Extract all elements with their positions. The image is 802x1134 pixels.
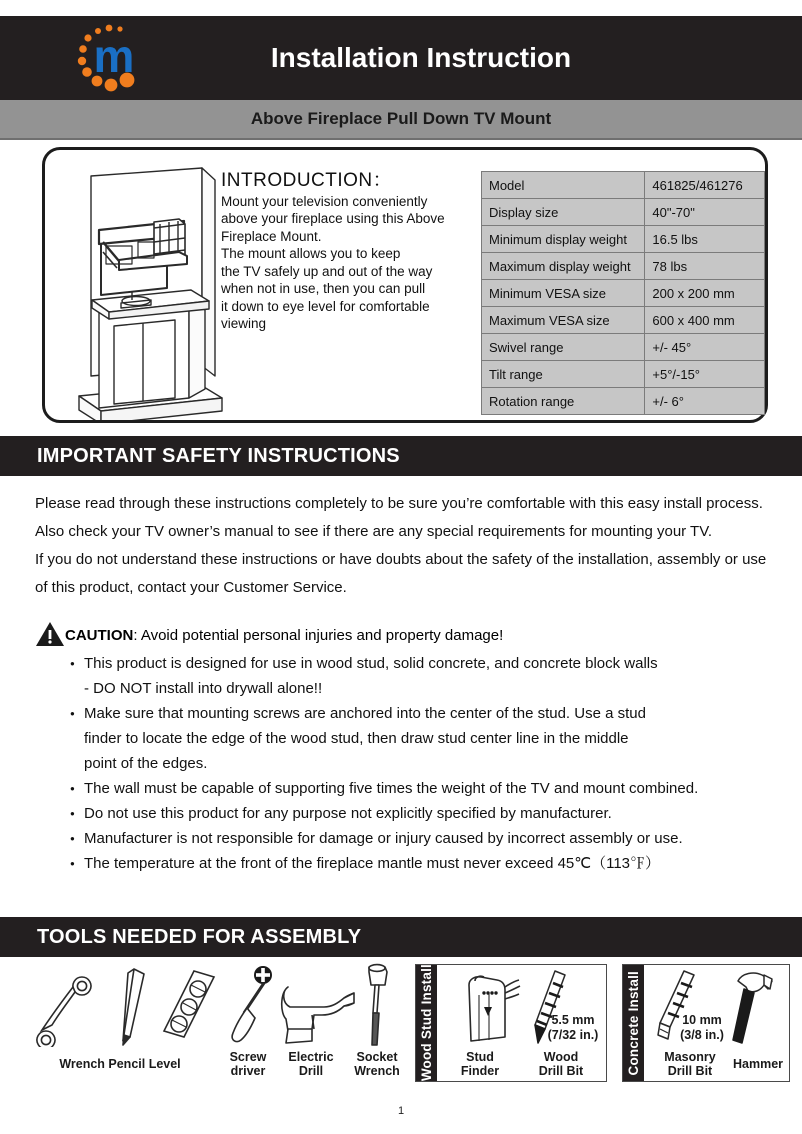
tool-label-line: Hammer (732, 1057, 784, 1071)
intro-line-7: viewing (221, 316, 267, 331)
wood-stud-install-box (415, 964, 607, 1082)
wrench-icon (30, 967, 100, 1047)
concrete-install-box (622, 964, 790, 1082)
safety-bullet-list (0, 651, 802, 876)
tools-section-title: TOOLS NEEDED FOR ASSEMBLY (37, 925, 362, 948)
tool-label-line: Stud (466, 1050, 494, 1064)
tool-label-line: Masonry (664, 1050, 716, 1064)
spec-key: Maximum display weight (482, 253, 645, 280)
tool-label-masonry-drill-bit (648, 1050, 732, 1078)
tool-label-line: Drill Bit (538, 1064, 584, 1078)
tools-section-header (0, 917, 802, 957)
intro-line-2: Fireplace Mount. (221, 228, 322, 244)
tool-label-wood-drill-bit (521, 1050, 601, 1078)
bit-size-line: 5.5 mm (551, 1013, 595, 1027)
warning-triangle-icon (35, 621, 65, 647)
socket-wrench-icon (355, 963, 397, 1051)
tool-label-line: Wood (543, 1050, 579, 1064)
intro-line-0: Mount your television conveniently (221, 193, 428, 209)
stud-finder-icon (455, 971, 521, 1047)
intro-line-3: The mount allows you to keep (221, 246, 401, 261)
spec-value: 16.5 lbs (645, 226, 765, 253)
caution-label: CAUTION (65, 627, 134, 644)
tool-label-screwdriver (215, 1050, 281, 1078)
tool-label-wrench-pencil-level: Wrench Pencil Level (59, 1057, 181, 1071)
spec-value: 200 x 200 mm (645, 280, 765, 307)
intro-line-1: above your fireplace using this Above (221, 211, 445, 226)
table-row (482, 226, 765, 253)
tool-label-line: Electric (288, 1050, 334, 1064)
tool-label-hammer (726, 1057, 790, 1071)
brand-logo (74, 22, 150, 94)
spec-value: 600 x 400 mm (645, 307, 765, 334)
wood-drill-bit-size (541, 1013, 605, 1043)
product-subtitle: Above Fireplace Pull Down TV Mount (250, 109, 552, 128)
list-item: ● The temperature at the front of the fireplace mantle must never exceed 45℃（113℉） (70, 851, 776, 876)
spec-value: 40"-70" (645, 199, 765, 226)
list-item: - DO NOT install into drywall alone!! (84, 680, 323, 697)
page-number: 1 (397, 1105, 405, 1117)
product-subtitle-bar (0, 100, 802, 140)
intro-line-6: it down to eye level for comfortable (221, 298, 430, 314)
tool-label-line: Finder (460, 1064, 500, 1078)
spec-value: +/- 6° (645, 388, 765, 415)
tool-label-line: Socket (356, 1050, 398, 1064)
concrete-install-tab (623, 965, 644, 1081)
caution-row (0, 620, 802, 647)
intro-line-4: the TV safely up and out of the way (221, 263, 433, 279)
table-row (482, 280, 765, 307)
spec-key: Model (482, 172, 645, 199)
screwdriver-icon (220, 963, 278, 1049)
intro-line-5: when not in use, then you can pull (221, 281, 426, 296)
table-row (482, 307, 765, 334)
list-item: point of the edges. (84, 755, 208, 772)
bit-size-line: (3/8 in.) (680, 1028, 724, 1042)
table-row (482, 334, 765, 361)
page-header (0, 16, 802, 100)
tool-label-line: Wrench (354, 1064, 400, 1078)
list-item: ● This product is designed for use in wood stud, solid concrete, and concrete block walls (70, 651, 776, 676)
bit-size-line: (7/32 in.) (547, 1028, 599, 1042)
safety-section-title: IMPORTANT SAFETY INSTRUCTIONS (37, 444, 400, 467)
spec-value: 461825/461276 (645, 172, 765, 199)
tool-label-line: Screw (229, 1050, 267, 1064)
wood-stud-install-label: Wood Stud Install (419, 964, 434, 1082)
tools-area (0, 957, 802, 1092)
spec-value: 78 lbs (645, 253, 765, 280)
spec-key: Rotation range (482, 388, 645, 415)
intro-heading: INTRODUCTION： (221, 170, 393, 191)
spec-value: +/- 45° (645, 334, 765, 361)
spec-key: Minimum display weight (482, 226, 645, 253)
spec-value: +5°/-15° (645, 361, 765, 388)
list-item: ● Do not use this product for any purpose not explicitly specified by manufacturer. (70, 801, 776, 826)
list-item: ● The wall must be capable of supporting five times the weight of the TV and mount combined. (70, 776, 776, 801)
list-item: ● Manufacturer is not responsible for damage or injury caused by incorrect assembly or use. (70, 826, 776, 851)
wood-stud-install-tab (416, 965, 437, 1081)
tool-label-line: driver (230, 1064, 266, 1078)
concrete-install-label: Concrete Install (626, 970, 641, 1076)
list-item: ● Make sure that mounting screws are anchored into the center of the stud. Use a stud (70, 701, 776, 726)
table-row (482, 253, 765, 280)
safety-paragraph-1: Please read through these instructions completely to be sure you’re comfortable with this easy install process. Also check your TV owner’s manual to see if there are any special requirements for mounting your TV. (35, 495, 763, 540)
caution-text (65, 620, 503, 646)
table-row (482, 388, 765, 415)
caution-message: : Avoid potential personal injuries and property damage! (133, 627, 504, 644)
bit-size-line: 10 mm (682, 1013, 722, 1027)
table-row (482, 172, 765, 199)
safety-body (0, 476, 802, 602)
intro-panel (42, 147, 768, 423)
tool-label-line: Drill Bit (667, 1064, 713, 1078)
spec-key: Maximum VESA size (482, 307, 645, 334)
spec-key: Display size (482, 199, 645, 226)
specification-table (481, 171, 765, 415)
tool-label-socket-wrench (342, 1050, 412, 1078)
intro-section (0, 140, 802, 436)
table-row (482, 361, 765, 388)
spec-key: Swivel range (482, 334, 645, 361)
top-margin (0, 0, 802, 16)
safety-paragraph-2: If you do not understand these instructions or have doubts about the safety of the installation, assembly or use of this product, contact your Customer Service. (35, 551, 767, 596)
spec-key: Minimum VESA size (482, 280, 645, 307)
electric-drill-icon (278, 973, 360, 1045)
level-icon (158, 969, 222, 1043)
masonry-drill-bit-size (670, 1013, 734, 1043)
safety-section-header (0, 436, 802, 476)
list-item: finder to locate the edge of the wood stud, then draw stud center line in the middle (84, 730, 629, 747)
svg-text:m: m (93, 30, 135, 82)
tool-label-electric-drill (278, 1050, 344, 1078)
spec-key: Tilt range (482, 361, 645, 388)
intro-text-block (221, 172, 491, 333)
pencil-icon (110, 965, 154, 1051)
tool-label-line: Drill (298, 1064, 324, 1078)
table-row (482, 199, 765, 226)
page-title: Installation Instruction (270, 42, 572, 73)
tool-label-stud-finder (445, 1050, 515, 1078)
